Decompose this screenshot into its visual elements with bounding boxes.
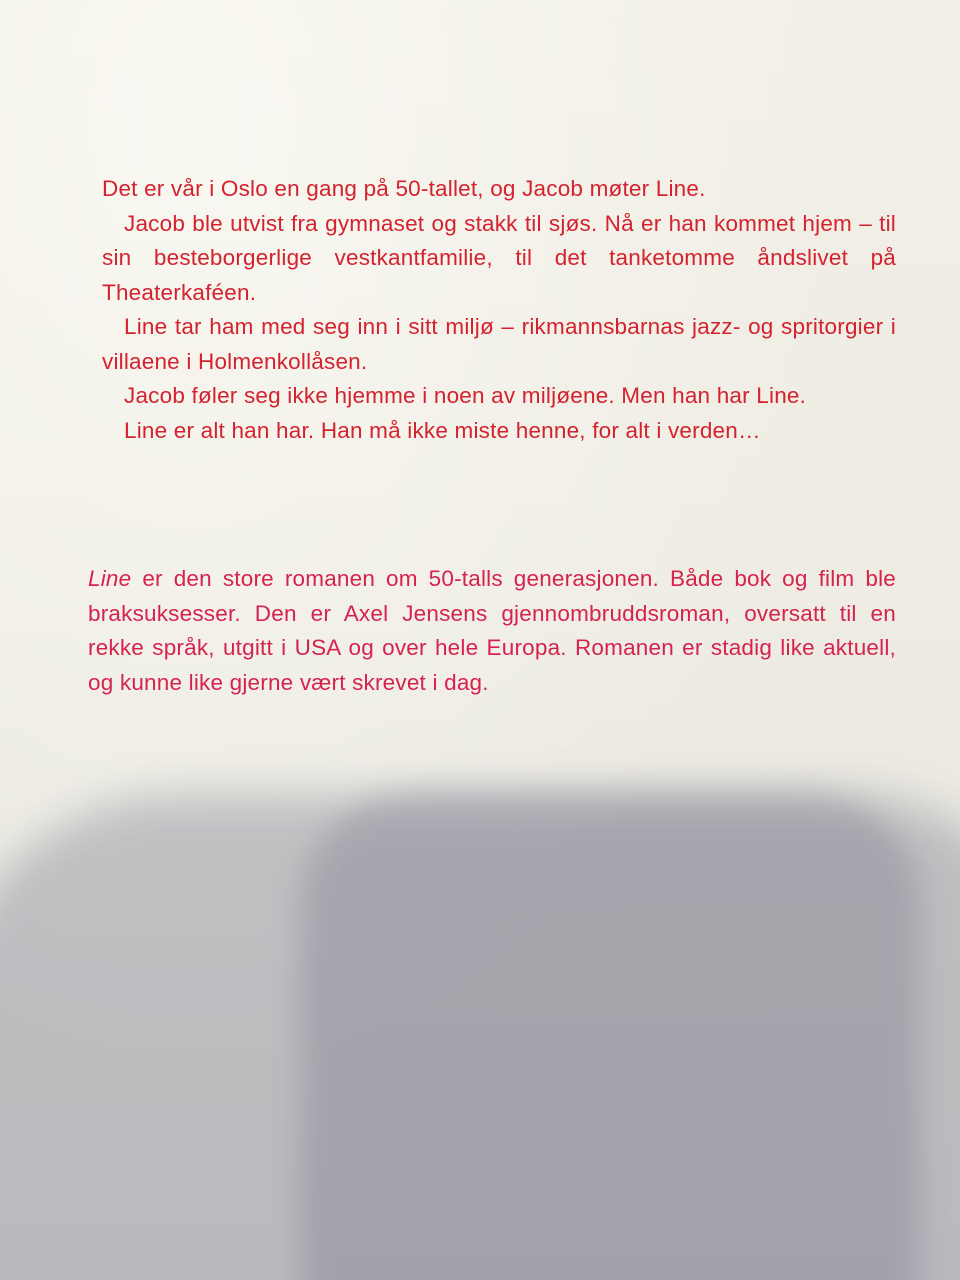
cover-blurb bbox=[102, 172, 896, 448]
blurb-paragraph-4: Jacob føler seg ikke hjemme i noen av miljøene. Men han har Line. bbox=[124, 383, 807, 408]
blurb-paragraph-1: Det er vår i Oslo en gang på 50-tallet, og Jacob møter Line. bbox=[102, 176, 706, 201]
blurb-paragraph-5: Line er alt han har. Han må ikke miste henne, for alt i verden… bbox=[124, 417, 761, 443]
about-text: er den store romanen om 50-talls generasjonen. Både bok og film ble braksuksesser. Den er Axel Jensens gjennombruddsroman, oversatt til en rekke språk, utgitt i USA og over hele Europa. Romanen er stadig like aktuell, og kunne like gjerne vært skrevet i dag. bbox=[88, 566, 896, 695]
about-paragraph bbox=[88, 562, 896, 700]
book-title: Line bbox=[88, 566, 132, 591]
blurb-paragraph-2: Jacob ble utvist fra gymnaset og stakk til sjøs. Nå er han kommet hjem – til sin besteborgerlige vestkantfamilie, til det tanketomme åndslivet på Theaterkaféen. bbox=[102, 210, 896, 305]
about-the-book bbox=[88, 562, 896, 700]
hand-shadow-core bbox=[300, 790, 920, 1280]
blurb-paragraph-3: Line tar ham med seg inn i sitt miljø – rikmannsbarnas jazz- og spritorgier i villaene i Holmenkollåsen. bbox=[102, 314, 896, 374]
